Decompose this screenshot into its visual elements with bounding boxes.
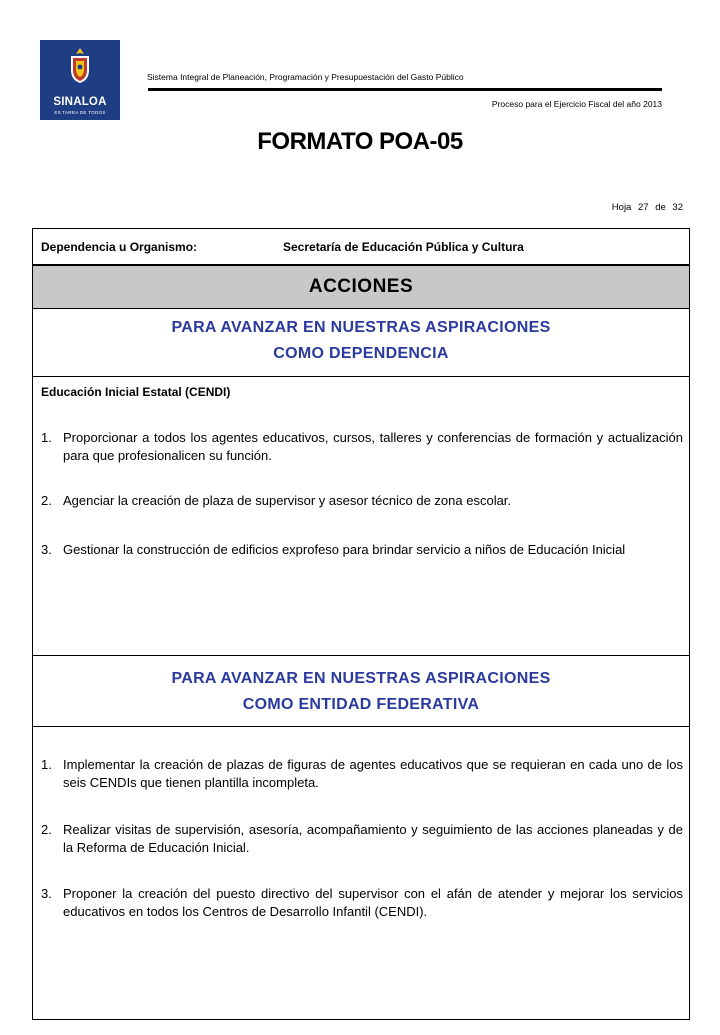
actions-band [33,265,689,309]
sheet-counter [612,202,683,213]
header-divider [148,88,662,91]
list-item [41,429,683,465]
dependency-value: Secretaría de Educación Pública y Cultura [283,240,524,254]
section1-subtitle: Educación Inicial Estatal (CENDI) [41,385,231,399]
list-item-text: Gestionar la construcción de edificios exprofeso para brindar servicio a niños de Educación Inicial [63,542,626,557]
list-item [41,821,683,857]
logo-motto: ES TAREA DE TODOS [54,110,106,115]
sheet-current: 27 [637,202,649,213]
list-item-text: Proponer la creación del puesto directivo del supervisor con el afán de atender y mejorar los servicios educativos en todos los Centros de Desarrollo Infantil (CENDI). [63,886,683,919]
list-item-text: Agenciar la creación de plaza de supervisor y asesor técnico de zona escolar. [63,493,512,508]
list-item-text: Proporcionar a todos los agentes educativos, cursos, talleres y conferencias de formación y actualización para que profesionalicen su función. [63,430,683,463]
section2-heading-line2: COMO ENTIDAD FEDERATIVA [242,696,480,713]
section1-header [33,309,689,377]
section1-heading [33,315,689,367]
list-item-number: 2. [41,822,52,837]
list-item-number: 1. [41,757,52,772]
dependency-row [33,229,689,265]
list-item-number: 2. [41,493,52,508]
list-item-text: Implementar la creación de plazas de figuras de agentes educativos que se requieran en cada uno de los seis CENDIs que tienen plantilla incompleta. [63,757,683,790]
list-item-number: 3. [41,542,52,557]
sheet-label: Hoja [611,202,632,213]
list-item [41,492,683,510]
actions-title: ACCIONES [308,276,414,297]
list-item-number: 3. [41,886,52,901]
list-item-text: Realizar visitas de supervisión, asesoría, acompañamiento y seguimiento de las acciones planeadas y de la Reforma de Educación Inicial. [63,822,683,855]
section2-header [33,655,689,727]
section2-heading-line1: PARA AVANZAR EN NUESTRAS ASPIRACIONES [171,670,551,687]
actions-form [32,228,690,1020]
system-title: Sistema Integral de Planeación, Programación y Presupuestación del Gasto Público [147,72,464,82]
sinaloa-logo [40,40,120,120]
list-item-number: 1. [41,430,52,445]
section1-heading-line1: PARA AVANZAR EN NUESTRAS ASPIRACIONES [171,319,551,336]
dependency-label: Dependencia u Organismo: [41,240,198,254]
list-item [41,756,683,792]
list-item [41,885,683,921]
coat-of-arms-icon [68,48,92,84]
section2-heading [33,666,689,718]
logo-text: SINALOA [53,96,107,108]
form-title: FORMATO POA-05 [257,128,463,155]
process-year: Proceso para el Ejercicio Fiscal del año 2013 [491,99,662,109]
list-item [41,541,683,559]
section1-heading-line2: COMO DEPENDENCIA [273,345,449,362]
sheet-total: 32 [672,202,683,213]
sheet-of: de [655,202,666,213]
